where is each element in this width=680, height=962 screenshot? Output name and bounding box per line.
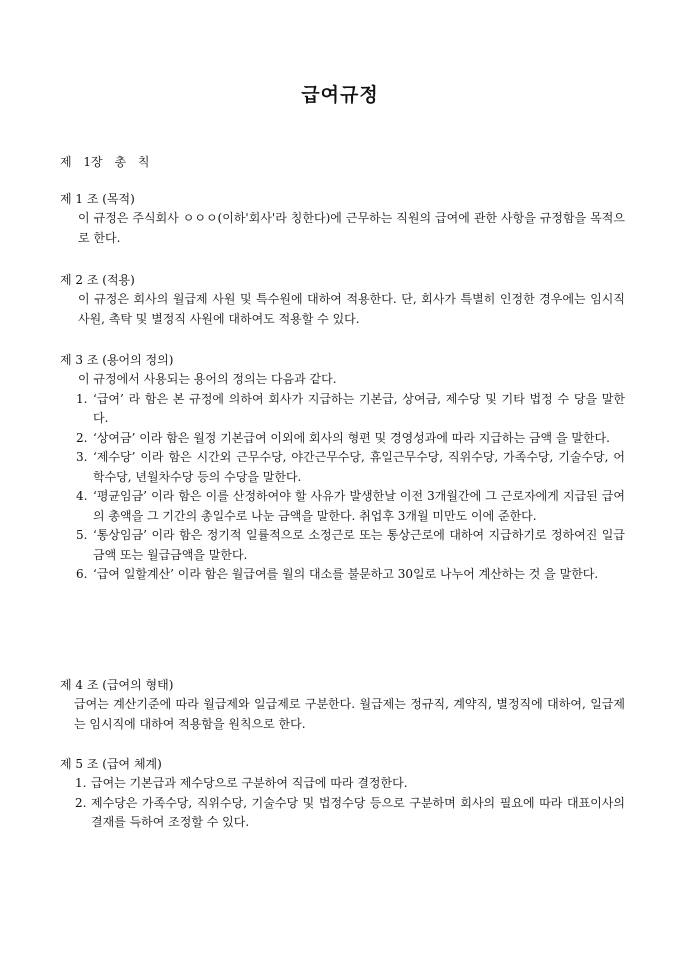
definition-item-6 <box>60 565 625 585</box>
item-text: 급여는 기본급과 제수당으로 구분하여 직급에 따라 결정한다. <box>91 776 408 790</box>
item-text: ‘상여금’ 이라 함은 월정 기본급여 이외에 회사의 형편 및 경영성과에 따라 지급하는 금액 을 말한다. <box>93 430 610 445</box>
item-text: ‘급여 일할계산’ 이라 함은 월급여를 월의 대소를 불문하고 30일로 나누어 계산하는 것 을 말한다. <box>93 567 599 581</box>
article-heading: 제 2 조 (적용) <box>60 273 135 287</box>
definition-item-1 <box>60 390 625 429</box>
article-heading: 제 5 조 (급여 체계) <box>60 757 162 771</box>
article-3 <box>60 351 625 585</box>
item-number: 1. <box>75 776 87 790</box>
item-text: ‘통상임금’ 이라 함은 정기적 일률적으로 소정근로 또는 통상근로에 대하여 지급하기로 정하여진 일급금액 또는 월급금액을 말한다. <box>93 528 625 562</box>
definition-item-5 <box>60 526 625 565</box>
item-number: 6. <box>76 567 88 581</box>
article-intro: 이 규정에서 사용되는 용어의 정의는 다음과 같다. <box>78 372 337 386</box>
article-5 <box>60 755 625 833</box>
article-1 <box>60 190 625 248</box>
item-number: 4. <box>76 489 88 503</box>
definition-item-3 <box>60 448 625 487</box>
item-text: ‘급여’ 라 함은 본 규정에 의하여 회사가 지급하는 기본급, 상여금, 제수당 및 기타 법정 수 당을 말한다. <box>93 391 625 425</box>
chapter-heading: 제 1장 총 칙 <box>60 155 150 169</box>
item-text: 제수당은 가족수당, 직위수당, 기술수당 및 법정수당 등으로 구분하며 회사의 필요에 따라 대표이사의 결재를 득하여 조정할 수 있다. <box>91 795 625 829</box>
article-2 <box>60 271 625 329</box>
item-number: 2. <box>76 430 88 445</box>
definition-item-4 <box>60 487 625 526</box>
article-heading: 제 1 조 (목적) <box>60 192 135 206</box>
article-body: 이 규정은 회사의 월급제 사원 및 특수원에 대하여 적용한다. 단, 회사가 특별히 인정한 경우에는 임시직 사원, 촉탁 및 별정직 사원에 대하여도 적용할 수 있다. <box>78 292 625 326</box>
item-number: 1. <box>76 391 88 406</box>
definition-item-2 <box>60 429 625 449</box>
item-number: 2. <box>75 795 87 810</box>
item-text: ‘제수당’ 이라 함은 시간외 근무수당, 야간근무수당, 휴일근무수당, 직위수당, 가족수당, 기술수당, 어학수당, 년월차수당 등의 수당을 말한다. <box>93 450 625 484</box>
structure-item-2 <box>60 794 625 833</box>
item-number: 3. <box>76 450 88 464</box>
item-text: ‘평균임금’ 이라 함은 이를 산정하여야 할 사유가 발생한날 이전 3개월간에 그 근로자에게 지급된 급여의 총액을 그 기간의 총일수로 나눈 금액을 말한다. 취업후 3개월 미만도 이에 준한다. <box>93 489 625 523</box>
structure-item-1 <box>60 774 625 794</box>
article-body: 이 규정은 주식회사 ㅇㅇㅇ(이하'회사'라 칭한다)에 근무하는 직원의 급여에 관한 사항을 규정함을 목적으로 한다. <box>78 211 625 245</box>
document-title: 급여규정 <box>301 84 379 106</box>
article-body: 급여는 계산기준에 따라 월급제와 일급제로 구분한다. 월급제는 정규직, 계약직, 별정직에 대하여, 일급제는 임시직에 대하여 적용함을 원칙으로 한다. <box>74 697 625 731</box>
article-4 <box>60 676 625 734</box>
article-heading: 제 4 조 (급여의 형태) <box>60 678 174 692</box>
article-heading: 제 3 조 (용어의 정의) <box>60 353 174 367</box>
item-number: 5. <box>76 528 88 542</box>
